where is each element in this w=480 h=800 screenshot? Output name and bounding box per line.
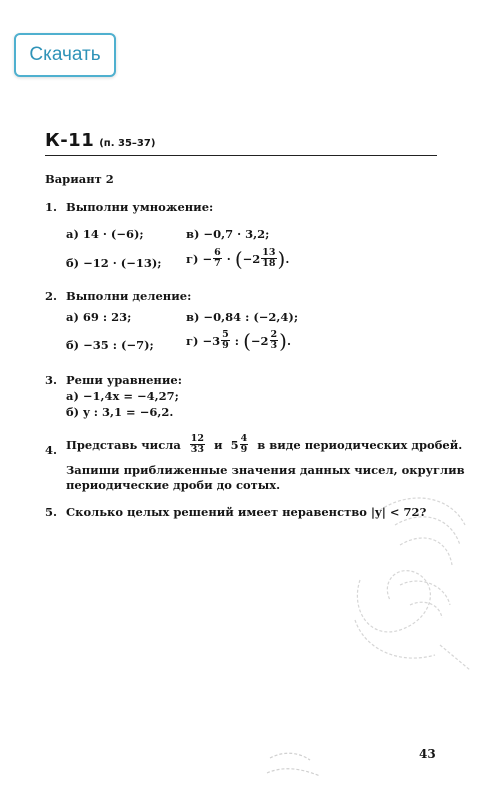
task-2-a: а) 69 : 23;	[66, 310, 132, 324]
right-paren: )	[277, 246, 286, 271]
task-2-g-lead: −3	[202, 333, 221, 348]
download-button[interactable]: Скачать	[14, 33, 116, 77]
task-1-v: в) −0,7 · 3,2;	[186, 227, 270, 241]
test-title: К-11	[45, 130, 95, 151]
task-5-text: Сколько целых решений имеет неравенство |y| < 72?	[66, 505, 427, 519]
task-2-g-inner: −2	[250, 333, 269, 348]
denominator: 7	[214, 258, 221, 269]
task-2-text: Выполни деление:	[66, 289, 192, 303]
fraction	[261, 248, 276, 269]
task-4-line-2: Запиши приближенные значения данных чисел, округлив	[66, 463, 465, 477]
left-paren: (	[243, 328, 251, 353]
fraction	[221, 330, 230, 351]
watermark-decoration	[340, 470, 475, 680]
task-1-g-minus: −	[202, 251, 213, 266]
task-1-g-inner: −2	[242, 251, 261, 266]
task-1-b: б) −12 · (−13);	[66, 256, 162, 270]
task-5-number: 5.	[45, 505, 58, 519]
task-1-a: а) 14 · (−6);	[66, 227, 144, 241]
task-4-whole: 5	[230, 437, 239, 452]
task-1-g-label: г)	[186, 251, 199, 266]
task-2-g	[186, 330, 291, 351]
task-3-number: 3.	[45, 373, 58, 387]
denominator: 18	[262, 258, 276, 269]
variant-label: Вариант 2	[45, 172, 114, 186]
task-4-post: в виде периодических дробей.	[257, 437, 463, 452]
numerator: 4	[240, 433, 248, 444]
fraction	[270, 330, 279, 351]
watermark-scribble	[265, 748, 325, 783]
task-4-number: 4.	[45, 443, 58, 457]
title-divider	[45, 155, 437, 156]
numerator: 6	[214, 247, 221, 258]
task-2-g-end: .	[286, 333, 291, 348]
test-subtitle: (п. 35–37)	[99, 138, 156, 149]
numerator: 2	[270, 329, 278, 340]
task-1-text: Выполни умножение:	[66, 200, 214, 214]
fraction	[240, 434, 249, 455]
page-number: 43	[419, 747, 436, 761]
denominator: 9	[222, 340, 229, 351]
fraction	[190, 434, 205, 455]
task-1-g-end: .	[285, 251, 290, 266]
task-3-a: а) −1,4x = −4,27;	[66, 389, 179, 403]
task-3-b: б) y : 3,1 = −6,2.	[66, 405, 174, 419]
task-4-and: и	[214, 437, 223, 452]
task-4-line-3: периодические дроби до сотых.	[66, 478, 281, 492]
task-2-b: б) −35 : (−7);	[66, 338, 154, 352]
task-1-g	[186, 248, 289, 269]
task-2-g-colon: :	[234, 333, 240, 348]
numerator: 5	[222, 329, 229, 340]
page-title	[45, 130, 155, 151]
numerator: 13	[262, 247, 276, 258]
task-2-v: в) −0,84 : (−2,4);	[186, 310, 299, 324]
denominator: 9	[240, 444, 248, 455]
numerator: 12	[190, 433, 205, 444]
task-3-text: Реши уравнение:	[66, 373, 182, 387]
task-4-pre: Представь числа	[66, 437, 181, 452]
left-paren: (	[234, 246, 243, 271]
fraction	[213, 248, 222, 269]
task-2-g-label: г)	[186, 333, 199, 348]
task-2-number: 2.	[45, 289, 58, 303]
task-4-line-1	[66, 434, 462, 455]
denominator: 33	[190, 444, 205, 455]
task-1-number: 1.	[45, 200, 58, 214]
denominator: 3	[270, 340, 278, 351]
task-1-g-dot: ·	[226, 251, 231, 266]
right-paren: )	[279, 328, 287, 353]
